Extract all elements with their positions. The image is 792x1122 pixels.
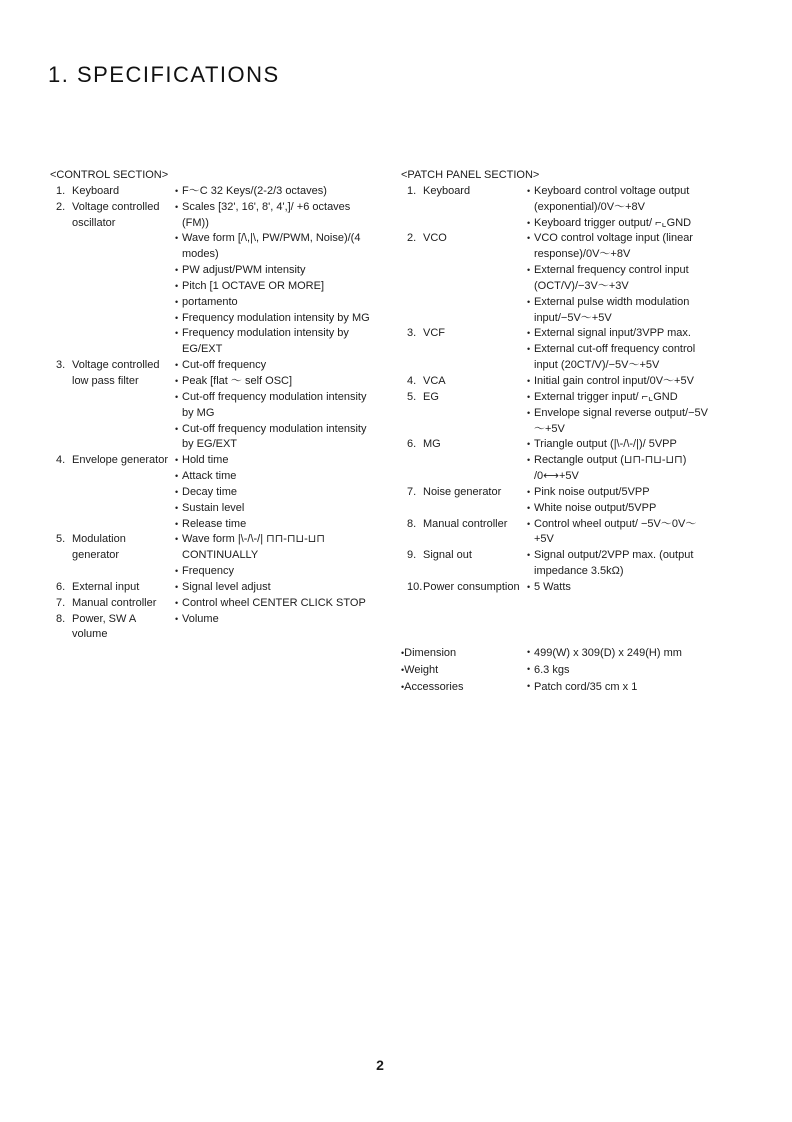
bullet-item: • Cut-off frequency bbox=[175, 359, 267, 372]
control-section-heading: <CONTROL SECTION> bbox=[50, 169, 169, 181]
patch-item bbox=[401, 517, 711, 549]
bullet-item: • External signal input/3VPP max. bbox=[527, 327, 691, 340]
bullet-item: • External cut-off frequency control input (20CT/V)/−5V～+5V bbox=[527, 343, 696, 372]
item-label: External input bbox=[72, 580, 140, 593]
bullet-item: • External trigger input/ ⌐⌞GND bbox=[527, 390, 678, 403]
bullet-item: • Control wheel CENTER CLICK STOP bbox=[175, 596, 366, 609]
spec-value: 6.3 kgs bbox=[534, 663, 570, 676]
item-label: generator bbox=[72, 549, 120, 562]
bullet-item: • VCO control voltage input (linear response)/0V～+8V bbox=[527, 232, 693, 261]
bullet-item: • Release time bbox=[175, 517, 247, 530]
bullet-item: • F～C 32 Keys/(2-2/3 octaves) bbox=[175, 184, 327, 197]
item-label: low pass filter bbox=[72, 374, 139, 387]
spec-label: Accessories bbox=[404, 680, 464, 693]
patch-panel-section bbox=[401, 168, 711, 596]
item-number: 8. bbox=[407, 517, 417, 530]
spec-row: •Accessories • Patch cord/35 cm x 1 bbox=[401, 679, 682, 696]
item-number: 3. bbox=[407, 327, 417, 340]
bullet-item: • Initial gain control input/0V～+5V bbox=[527, 374, 694, 387]
patch-item bbox=[401, 326, 711, 374]
bullet-item: • Hold time bbox=[175, 454, 229, 467]
item-number: 6. bbox=[407, 438, 417, 451]
bullet-item: • Pink noise output/5VPP bbox=[527, 485, 650, 498]
bullet-item: • Pitch [1 OCTAVE OR MORE] bbox=[175, 279, 325, 292]
item-label: Voltage controlled bbox=[72, 359, 160, 372]
bullet-item: • Cut-off frequency modulation intensity by MG bbox=[175, 390, 367, 419]
item-number: 8. bbox=[56, 612, 66, 625]
item-number: 4. bbox=[407, 374, 417, 387]
page-title: 1. SPECIFICATIONS bbox=[48, 62, 280, 87]
patch-item bbox=[401, 231, 711, 326]
item-label: Signal out bbox=[423, 549, 472, 562]
item-number: 1. bbox=[407, 184, 417, 197]
bullet-item: • Peak [flat ～ self OSC] bbox=[175, 374, 293, 387]
control-item bbox=[50, 184, 380, 200]
control-section bbox=[50, 168, 380, 643]
patch-item bbox=[401, 184, 711, 232]
spec-value: 499(W) x 309(D) x 249(H) mm bbox=[534, 647, 682, 659]
bullet-item: • Keyboard control voltage output (exponential)/0V～+8V bbox=[527, 184, 690, 213]
bullet-item: • Rectangle output (⊔⊓-⊓⊔-⊔⊓) /0⟷+5V bbox=[527, 454, 687, 483]
bullet-item: • Envelope signal reverse output/−5V～+5V bbox=[527, 406, 708, 435]
bullet-item: • External pulse width modulation input/−5V～+5V bbox=[527, 295, 690, 324]
patch-item bbox=[401, 437, 711, 485]
bullet-item: • Control wheel output/ −5V～0V～+5V bbox=[527, 517, 697, 546]
item-label: VCA bbox=[423, 374, 446, 387]
item-label: MG bbox=[423, 438, 441, 451]
bullet-item: • Frequency modulation intensity by MG bbox=[175, 311, 370, 324]
bullet-item: • Keyboard trigger output/ ⌐⌞GND bbox=[527, 216, 692, 229]
page-number: 2 bbox=[376, 1057, 384, 1073]
item-label: Noise generator bbox=[423, 485, 502, 498]
bullet-item: • Wave form [/\,|\, PW/PWM, Noise)/(4 modes) bbox=[175, 232, 361, 261]
item-number: 10. bbox=[407, 580, 423, 593]
item-label: volume bbox=[72, 628, 108, 641]
bullet-item: • Sustain level bbox=[175, 501, 245, 514]
bullet-item: • Volume bbox=[175, 612, 219, 625]
item-number: 9. bbox=[407, 549, 417, 562]
item-number: 7. bbox=[56, 596, 66, 609]
general-specs bbox=[401, 645, 682, 696]
item-number: 3. bbox=[56, 359, 66, 372]
item-label: Voltage controlled bbox=[72, 200, 160, 213]
bullet-item: • portamento bbox=[175, 295, 238, 308]
spec-row: •Dimension • 499(W) x 309(D) x 249(H) mm bbox=[401, 647, 682, 659]
bullet-item: • External frequency control input (OCT/V)/−3V～+3V bbox=[527, 264, 689, 292]
control-item bbox=[50, 453, 380, 532]
control-item bbox=[50, 358, 380, 453]
bullet-item: • Cut-off frequency modulation intensity by EG/EXT bbox=[175, 422, 367, 451]
item-label: Keyboard bbox=[423, 184, 471, 197]
patch-item bbox=[401, 485, 711, 517]
bullet-item: • Signal output/2VPP max. (output impedance 3.5kΩ) bbox=[527, 549, 694, 578]
control-item bbox=[50, 200, 380, 358]
item-number: 1. bbox=[56, 184, 66, 197]
item-label: VCO bbox=[423, 232, 447, 245]
control-item bbox=[50, 612, 380, 644]
patch-item bbox=[401, 580, 711, 596]
item-number: 2. bbox=[56, 200, 66, 213]
item-label: Manual controller bbox=[423, 517, 508, 530]
bullet-item: • PW adjust/PWM intensity bbox=[175, 264, 306, 277]
bullet-item: • Decay time bbox=[175, 485, 238, 498]
patch-section-heading: <PATCH PANEL SECTION> bbox=[401, 169, 540, 181]
item-label: VCF bbox=[423, 327, 445, 340]
item-number: 7. bbox=[407, 485, 417, 498]
control-item bbox=[50, 580, 380, 596]
item-number: 5. bbox=[407, 390, 417, 403]
bullet-item: • Wave form |\-/\-/| ⊓⊓-⊓⊔-⊔⊓ CONTINUALLY bbox=[175, 533, 325, 562]
item-label: EG bbox=[423, 390, 439, 403]
item-number: 2. bbox=[407, 232, 417, 245]
spec-label: Dimension bbox=[404, 647, 457, 659]
bullet-item: • Frequency bbox=[175, 565, 234, 578]
control-item bbox=[50, 532, 380, 580]
item-label: Keyboard bbox=[72, 184, 120, 197]
spec-value: Patch cord/35 cm x 1 bbox=[534, 680, 638, 693]
bullet-item: • Signal level adjust bbox=[175, 580, 271, 593]
bullet-item: • Triangle output (|\-/\-/|)/ 5VPP bbox=[527, 438, 677, 451]
bullet-item: • White noise output/5VPP bbox=[527, 501, 657, 514]
item-label: Manual controller bbox=[72, 596, 157, 609]
item-label: oscillator bbox=[72, 216, 116, 229]
item-number: 6. bbox=[56, 580, 66, 593]
item-label: Power consumption bbox=[423, 580, 520, 593]
patch-item bbox=[401, 374, 711, 390]
patch-item bbox=[401, 390, 711, 438]
spec-label: Weight bbox=[404, 663, 439, 676]
bullet-item: • Attack time bbox=[175, 470, 237, 483]
item-label: Power, SW A bbox=[72, 612, 137, 625]
item-number: 5. bbox=[56, 533, 66, 546]
control-item bbox=[50, 596, 380, 612]
bullet-item: • Scales [32', 16', 8', 4',]/ +6 octaves (FM)) bbox=[175, 200, 351, 229]
bullet-item: • Frequency modulation intensity by EG/EXT bbox=[175, 327, 349, 356]
item-number: 4. bbox=[56, 454, 66, 467]
patch-item bbox=[401, 548, 711, 580]
item-label: Envelope generator bbox=[72, 454, 169, 467]
spec-row: •Weight • 6.3 kgs bbox=[401, 662, 682, 679]
item-label: Modulation bbox=[72, 533, 126, 546]
bullet-item: • 5 Watts bbox=[527, 580, 571, 593]
